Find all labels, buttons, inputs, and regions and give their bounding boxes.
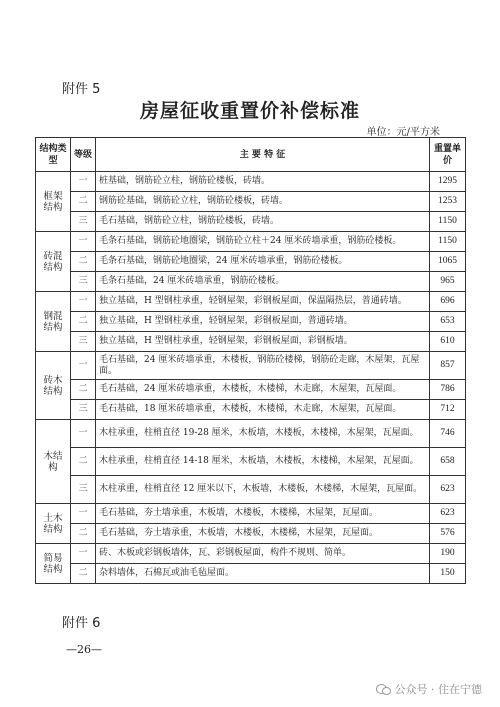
grade-cell: 二 — [71, 448, 96, 476]
table-row — [36, 232, 466, 252]
grade-cell: 二 — [71, 252, 96, 272]
grade-cell: 二 — [71, 564, 96, 584]
price-cell: 965 — [430, 272, 466, 292]
grade-cell: 一 — [71, 292, 96, 312]
features-cell: 杂料墙体，石棉瓦或油毛毡屋面。 — [96, 564, 430, 584]
price-cell: 190 — [430, 544, 466, 564]
price-cell: 857 — [430, 352, 466, 380]
page-number: —26— — [66, 643, 102, 656]
features-cell: 木柱承重，柱梢直径 14-18 厘米，木板墙，木楼板，木楼梯，木屋架，瓦屋面。 — [96, 448, 430, 476]
grade-cell: 一 — [71, 544, 96, 564]
price-cell: 658 — [430, 448, 466, 476]
grade-cell: 三 — [71, 476, 96, 504]
features-cell: 毛条石基础，钢筋砼地圈梁，钢筋砼立柱＋24 厘米砖墙承重，钢筋砼楼板。 — [96, 232, 430, 252]
features-cell: 钢筋砼基础，钢筋砼立柱，钢筋砼楼板，砖墙。 — [96, 192, 430, 212]
table-row — [36, 212, 466, 232]
grade-cell: 二 — [71, 380, 96, 400]
header-features: 主 要 特 征 — [96, 138, 430, 172]
watermark-text: 公众号 · 住在宁德 — [394, 683, 482, 696]
structure-cell: 砖木结构 — [36, 352, 71, 420]
features-cell: 毛石基础，钢筋砼立柱，钢筋砼楼板，砖墙。 — [96, 212, 430, 232]
structure-cell: 简易结构 — [36, 544, 71, 584]
table-row — [36, 504, 466, 524]
price-cell: 1253 — [430, 192, 466, 212]
price-cell: 1295 — [430, 172, 466, 192]
grade-cell: 一 — [71, 232, 96, 252]
structure-cell: 钢混结构 — [36, 292, 71, 352]
table-row — [36, 524, 466, 544]
grade-cell: 三 — [71, 400, 96, 420]
table-row — [36, 380, 466, 400]
wechat-icon — [376, 683, 391, 696]
table-header-row — [36, 138, 466, 172]
features-cell: 毛石基础，夯土墙承重，木板墙，木楼板，木楼梯，木屋架，瓦屋面。 — [96, 504, 430, 524]
grade-cell: 三 — [71, 272, 96, 292]
table-row — [36, 420, 466, 448]
features-cell: 毛条石基础，钢筋砼地圈梁，24 厘米砖墙承重，钢筋砼楼板。 — [96, 252, 430, 272]
features-cell: 毛石基础，夯土墙承重，木板墙，木楼板，木楼梯，木屋架，瓦屋面。 — [96, 524, 430, 544]
grade-cell: 一 — [71, 420, 96, 448]
grade-cell: 二 — [71, 192, 96, 212]
header-price: 重置单价 — [430, 138, 466, 172]
price-cell: 1065 — [430, 252, 466, 272]
grade-cell: 三 — [71, 212, 96, 232]
features-cell: 木柱承重，柱梢直径 19-28 厘米，木板墙，木楼板，木楼梯，木屋架，瓦屋面。 — [96, 420, 430, 448]
unit-label: 单位：元/平方米 — [366, 127, 440, 138]
price-cell: 576 — [430, 524, 466, 544]
price-cell: 696 — [430, 292, 466, 312]
table-row — [36, 292, 466, 312]
grade-cell: 一 — [71, 172, 96, 192]
table-row — [36, 564, 466, 584]
grade-cell: 一 — [71, 504, 96, 524]
grade-cell: 二 — [71, 312, 96, 332]
price-table — [35, 137, 466, 584]
table-row — [36, 272, 466, 292]
table-row — [36, 252, 466, 272]
price-cell: 623 — [430, 476, 466, 504]
table-row — [36, 448, 466, 476]
table-row — [36, 192, 466, 212]
structure-cell: 木结构 — [36, 420, 71, 504]
features-cell: 桩基础，钢筋砼立柱，钢筋砼楼板，砖墙。 — [96, 172, 430, 192]
price-cell: 150 — [430, 564, 466, 584]
table-row — [36, 172, 466, 192]
features-cell: 独立基础，H 型钢柱承重，轻钢屋架，彩钢板屋面，彩钢板墙。 — [96, 332, 430, 352]
header-grade: 等级 — [71, 138, 96, 172]
features-cell: 毛条石基础，24 厘米砖墙承重，钢筋砼楼板。 — [96, 272, 430, 292]
page-title: 房屋征收重置价补偿标准 — [139, 100, 360, 122]
price-cell: 786 — [430, 380, 466, 400]
grade-cell: 三 — [71, 332, 96, 352]
price-cell: 746 — [430, 420, 466, 448]
price-cell: 610 — [430, 332, 466, 352]
table-row — [36, 400, 466, 420]
structure-cell: 土木结构 — [36, 504, 71, 544]
table-row — [36, 312, 466, 332]
table-row — [36, 332, 466, 352]
price-cell: 712 — [430, 400, 466, 420]
structure-cell: 砖混结构 — [36, 232, 71, 292]
features-cell: 砖、木板或彩钢板墙体，瓦、彩钢板屋面，构件不规则、简单。 — [96, 544, 430, 564]
header-structure: 结构类型 — [36, 138, 71, 172]
table-row — [36, 352, 466, 380]
price-cell: 653 — [430, 312, 466, 332]
price-cell: 1150 — [430, 232, 466, 252]
watermark — [376, 681, 483, 697]
features-cell: 木柱承重，柱梢直径 12 厘米以下，木板墙，木楼板，木楼梯，木屋架，瓦屋面。 — [96, 476, 430, 504]
attachment-label: 附件 5 — [62, 82, 101, 97]
features-cell: 毛石基础，18 厘米砖墙承重，木楼板，木楼梯，木走廊，木屋架，瓦屋面。 — [96, 400, 430, 420]
price-cell: 1150 — [430, 212, 466, 232]
grade-cell: 一 — [71, 352, 96, 380]
features-cell: 独立基础，H 型钢柱承重，轻钢屋架，彩钢板屋面，保温隔热层，普通砖墙。 — [96, 292, 430, 312]
features-cell: 独立基础，H 型钢柱承重，轻钢屋架，彩钢板屋面，普通砖墙。 — [96, 312, 430, 332]
attachment-label-next: 附件 6 — [62, 616, 101, 631]
features-cell: 毛石基础，24 厘米砖墙承重，木楼板，钢筋砼楼梯，钢筋砼走廊，木屋架，瓦屋面。 — [96, 352, 430, 380]
table-row — [36, 544, 466, 564]
price-cell: 623 — [430, 504, 466, 524]
structure-cell: 框架结构 — [36, 172, 71, 232]
table-row — [36, 476, 466, 504]
features-cell: 毛石基础，24 厘米砖墙承重，木楼板，木楼梯，木走廊，木屋架，瓦屋面。 — [96, 380, 430, 400]
grade-cell: 二 — [71, 524, 96, 544]
